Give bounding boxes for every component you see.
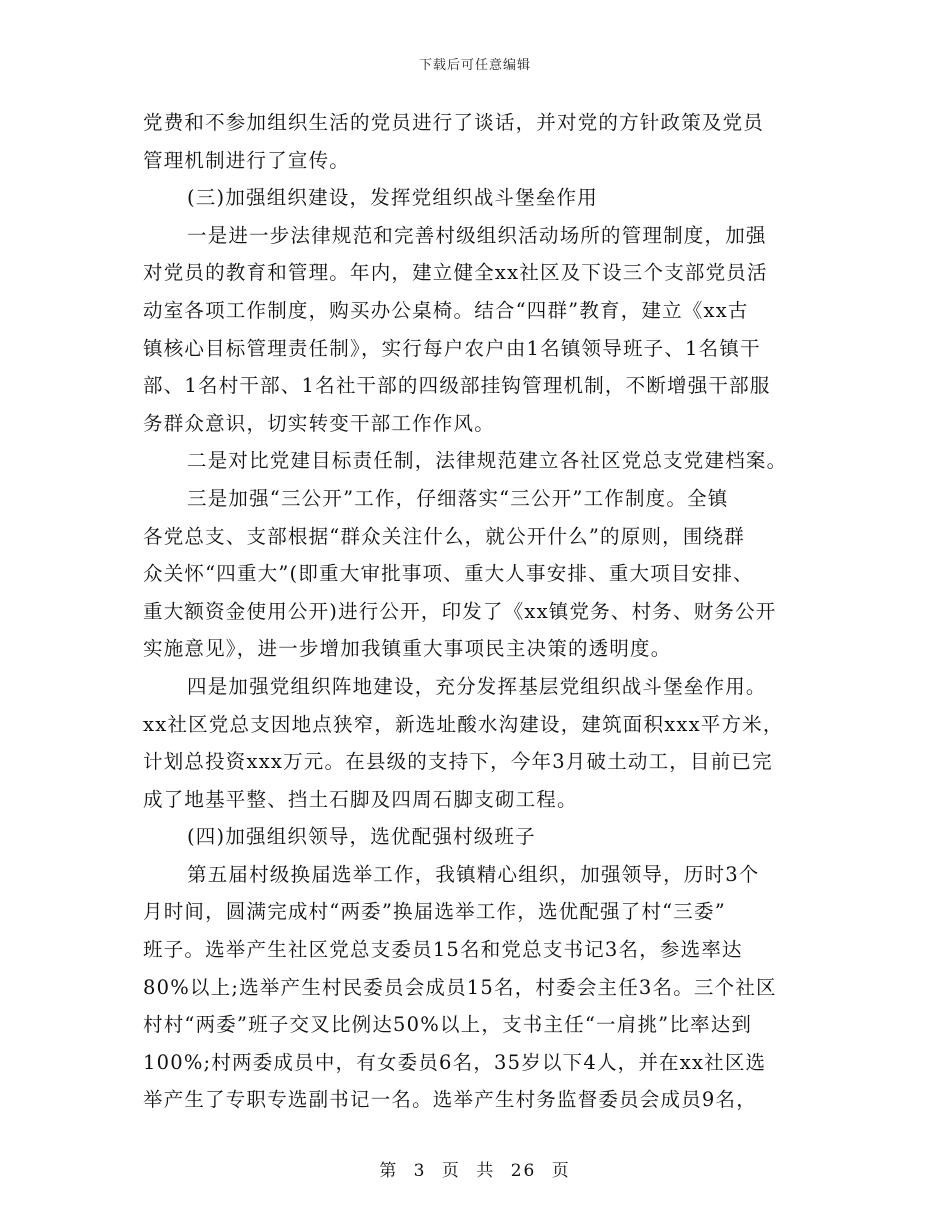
text-line: 众关怀“四重大”(即重大审批事项、重大人事安排、重大项目安排、 — [143, 562, 754, 586]
text-line: 动室各项工作制度，购买办公桌椅。结合“四群”教育，建立《xx古 — [143, 298, 749, 322]
text-line: 举产生了专职专选副书记一名。选举产生村务监督委员会成员9名， — [143, 1088, 757, 1112]
text-line: 100%;村两委成员中，有女委员6名，35岁以下4人，并在xx社区选 — [143, 1050, 767, 1074]
text-line: 成了地基平整、挡土石脚及四周石脚支砌工程。 — [143, 787, 578, 811]
text-line: 村村“两委”班子交叉比例达50%以上，支书主任“一肩挑”比率达到 — [143, 1013, 753, 1037]
text-line: (四)加强组织领导，选优配强村级班子 — [187, 825, 536, 849]
document-body — [143, 104, 811, 1119]
header-note: 下载后可任意编辑 — [418, 58, 531, 73]
text-line: 各党总支、支部根据“群众关注什么，就公开什么”的原则，围绕群 — [143, 524, 745, 548]
text-line: 四是加强党组织阵地建设，充分发挥基层党组织战斗堡垒作用。 — [187, 674, 767, 698]
page-number: 第 3 页 共 26 页 — [379, 1161, 571, 1181]
text-line: 月时间，圆满完成村“两委”换届选举工作，选优配强了村“三委” — [143, 900, 726, 924]
text-line: 实施意见》，进一步增加我镇重大事项民主决策的透明度。 — [143, 637, 672, 661]
text-line: 一是进一步法律规范和完善村级组织活动场所的管理制度，加强 — [187, 223, 767, 247]
text-line: (三)加强组织建设，发挥党组织战斗堡垒作用 — [187, 186, 598, 210]
text-line: 部、1名村干部、1名社干部的四级部挂钩管理机制，不断增强干部服 — [143, 374, 771, 398]
text-line: 计划总投资xxx万元。在县级的支持下，今年3月破土动工，目前已完 — [143, 750, 773, 774]
text-line: 对党员的教育和管理。年内，建立健全xx社区及下设三个支部党员活 — [143, 261, 768, 285]
text-line: 镇核心目标管理责任制》，实行每户农户由1名镇领导班子、1名镇干 — [143, 336, 761, 360]
text-line: 第五届村级换届选举工作，我镇精心组织，加强领导，历时3个 — [187, 862, 760, 886]
text-line: 班子。选举产生社区党总支委员15名和党总支书记3名，参选率达 — [143, 938, 743, 962]
text-line: 三是加强“三公开”工作，仔细落实“三公开”工作制度。全镇 — [187, 486, 729, 510]
text-line: 重大额资金使用公开)进行公开，印发了《xx镇党务、村务、财务公开 — [143, 599, 777, 623]
text-line: 务群众意识，切实转变干部工作作风。 — [143, 411, 495, 435]
text-line: 管理机制进行了宣传。 — [143, 148, 351, 172]
text-line: xx社区党总支因地点狭窄，新选址酸水沟建设，建筑面积xxx平方米， — [143, 712, 784, 736]
text-line: 二是对比党建目标责任制，法律规范建立各社区党总支党建档案。 — [187, 449, 788, 473]
text-line: 80%以上;选举产生村民委员会成员15名，村委会主任3名。三个社区 — [143, 975, 777, 999]
text-line: 党费和不参加组织生活的党员进行了谈话，并对党的方针政策及党员 — [143, 111, 765, 134]
